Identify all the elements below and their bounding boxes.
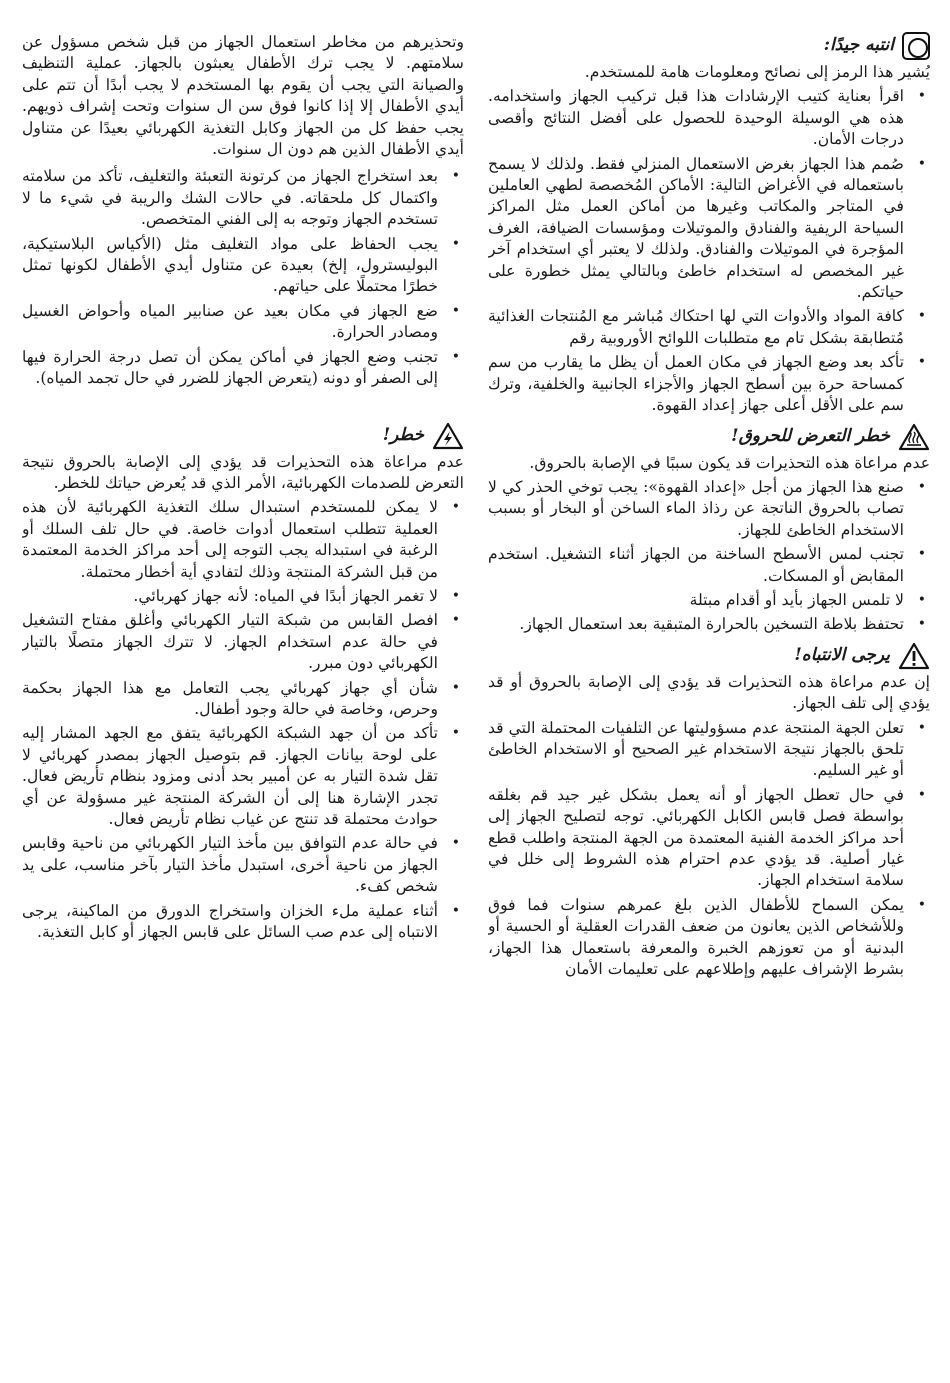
two-column-layout [22,32,930,1372]
list-item: • يمكن السماح للأطفال الذين بلغ عمرهم سنوات فما فوق وللأشخاص الذين يعانون من ضعف القدرات العقلية أو الحسية أو البدنية أو من تعوزهم الخبرة والمعرفة باستعمال هذا الجهاز، بشرط الإشراف عليهم وإطلاعهم على تعليمات الأمان [488,895,904,981]
list-item: • لا تغمر الجهاز أبدًا في المياه: لأنه جهاز كهربائي. [22,586,438,607]
caution-title: يرجى الانتباه! [794,645,890,666]
list-item: • كافة المواد والأدوات التي لها احتكاك مُباشر مع المُنتجات الغذائية مُتطابقة بشكل تام مع متطلبات اللوائح الأوروبية رقم [488,306,904,349]
list-item: • لا تلمس الجهاز بأيد أو أقدام مبتلة [488,590,904,611]
list-item: • يجب الحفاظ على مواد التغليف مثل (الأكياس البلاستيكية، البوليسترول، إلخ) بعيدة عن متناول أيدي الأطفال لكونها تمثل خطرًا محتملًا على حياتهم. [22,234,438,298]
list-item: • شأن أي جهاز كهربائي يجب التعامل مع هذا الجهاز بحكمة وحرص، وخاصة في حالة وجود أطفال. [22,678,438,721]
burn-section [488,423,930,636]
info-icon [902,32,930,60]
danger-intro: عدم مراعاة هذه التحذيرات قد يؤدي إلى الإصابة بالحروق نتيجة التعرض للصدمات الكهربائية، الأمر الذي قد يُعرض حياتك للخطر. [22,452,464,492]
list-item: • تجنب لمس الأسطح الساخنة من الجهاز أثناء التشغيل. استخدم المقابض أو المسكات. [488,544,904,587]
danger-section [22,422,464,944]
electric-shock-icon [432,422,464,450]
list-item: • تجنب وضع الجهاز في أماكن يمكن أن تصل درجة الحرارة فيها إلى الصفر أو دونه (يتعرض الجهاز للضرر في حال تجمد المياه). [22,347,438,390]
burn-header [488,423,930,451]
list-item: • لا يمكن للمستخدم استبدال سلك التغذية الكهربائية لأن هذه العملية تتطلب استعمال أدوات خاصة. في حال تلف السلك أو الرغبة في استبداله يجب التوجه إلى أحد مراكز الخدمة المعتمدة من قبل الشركة المنتجة وذلك لتفادي أية أخطار محتملة. [22,497,438,583]
danger-list [22,497,464,943]
burn-title: خطر التعرض للحروق! [731,425,890,446]
caution-section [488,642,930,981]
general-list [22,166,464,389]
list-item: • في حال تعطل الجهاز أو أنه يعمل بشكل غير جيد قم بغلقه بواسطة فصل قابس الكابل الكهربائي. توجه لتصليح الجهاز إلى أحد مراكز الخدمة الفنية المعتمدة من الجهة المنتجة واطلب قطع غيار أصلية. قد يؤدي عدم احترام هذه الشروط إلى خلل في سلامة استخدام الجهاز. [488,785,904,892]
list-item: • بعد استخراج الجهاز من كرتونة التعبئة والتغليف، تأكد من سلامته واكتمال كل ملحقاته. في حالات الشك والريبة في شيء ما لا تستخدم الجهاز وتوجه به إلى الفني المتخصص. [22,166,438,230]
danger-title: خطر! [382,424,424,445]
list-item: • افصل القابس من شبكة التيار الكهربائي وأغلق مفتاح التشغيل في حالة عدم استخدام الجهاز. لا تترك الجهاز متصلًا بالتيار الكهربائي دون مبرر. [22,610,438,674]
attention-title: انتبه جيدًا: [823,35,894,56]
warning-triangle-icon [898,642,930,670]
list-item: • أثناء عملية ملء الخزان واستخراج الدورق من الماكينة، يرجى الانتباه إلى عدم صب السائل على قابس الجهاز أو كابل التغذية. [22,901,438,944]
right-column [488,32,930,1372]
caution-list [488,718,930,981]
danger-header [22,422,464,450]
burn-list [488,477,930,636]
list-item: • في حالة عدم التوافق بين مأخذ التيار الكهربائي من ناحية وقابس الجهاز من ناحية أخرى، استبدل مأخذ التيار بآخر مناسب، على يد شخص كفء. [22,833,438,897]
list-item: • تأكد من أن جهد الشبكة الكهربائية يتفق مع الجهد المشار إليه على لوحة بيانات الجهاز. قم بتوصيل الجهاز بمصدر كهربائي لا تقل شدة التيار به عن أمبير بحد أدنى ومزود بنظام تأريض فعال. تجدر الإشارة هنا إلى أن الشركة المنتجة غير مسؤولة عن أي حوادث محتملة قد تنتج عن غياب نظام تأريض فعال. [22,723,438,830]
caution-header [488,642,930,670]
section-spacer [22,396,464,422]
burn-intro: عدم مراعاة هذه التحذيرات قد يكون سببًا في الإصابة بالحروق. [529,453,930,472]
attention-intro: يُشير هذا الرمز إلى نصائح ومعلومات هامة للمستخدم. [584,63,930,81]
attention-list [488,86,930,416]
list-item: • تأكد بعد وضع الجهاز في مكان العمل أن يظل ما يقارب من سم كمساحة حرة بين أسطح الجهاز والأجزاء الجانبية والخلفية، وترك سم على الأقل أعلى جهاز إعداد القهوة. [488,352,904,416]
list-item: • صُمم هذا الجهاز بغرض الاستعمال المنزلي فقط. ولذلك لا يسمح باستعماله في الأغراض التالية: الأماكن المُخصصة لطهي العاملين في المتاجر والمكاتب وغيرها من أماكن العمل مثل المراكز السياحة الريفية والفنادق والموتيلات ومؤسسات الضيافة، الغرف المؤجرة في الموتيلات والفنادق. ولذلك لا يعتبر أي استخدام آخر غير المخصص له استخدام خاطئ وبالتالي يمثل خطورة على حياتكم. [488,154,904,304]
hot-surface-icon [898,423,930,451]
list-item: • اقرأ بعناية كتيب الإرشادات هذا قبل تركيب الجهاز واستخدامه. هذه هي الوسيلة الوحيدة للحصول على أفضل النتائج وأقصى درجات الأمان. [488,86,904,150]
left-column [22,32,464,1372]
attention-header [488,32,930,60]
attention-section [488,32,930,417]
continuation-text: وتحذيرهم من مخاطر استعمال الجهاز من قبل شخص مسؤول عن سلامتهم. لا يجب ترك الأطفال يعبثون بالجهاز. عملية التنظيف والصيانة التي يجب أن يقوم بها المستخدم لا يجب أبدًا أن تتم على أيدي الأطفال إلا إذا كانوا فوق سن ال سنوات وتحت إشراف ذويهم. يجب حفظ كل من الجهاز وكابل التغذية الكهربائي بعيدًا عن متناول أيدي الأطفال الذين هم دون ال سنوات. [22,33,464,159]
list-item: • تعلن الجهة المنتجة عدم مسؤوليتها عن التلفيات المحتملة التي قد تلحق بالجهاز نتيجة الاستخدام غير الصحيح أو الاستخدام الخاطئ أو غير السليم. [488,718,904,782]
list-item: • ضع الجهاز في مكان بعيد عن صنابير المياه وأحواض الغسيل ومصادر الحرارة. [22,301,438,344]
list-item: • تحتفظ بلاطة التسخين بالحرارة المتبقية بعد استعمال الجهاز. [488,614,904,635]
caution-intro: إن عدم مراعاة هذه التحذيرات قد يؤدي إلى الإصابة بالحروق أو قد يؤدي إلى تلف الجهاز. [488,672,930,713]
list-item: • صنع هذا الجهاز من أجل «إعداد القهوة»: يجب توخي الحذر كي لا تصاب بالحروق الناتجة عن رذاذ الماء الساخن أو البخار أو بسبب الاستخدام الخاطئ للجهاز. [488,477,904,541]
